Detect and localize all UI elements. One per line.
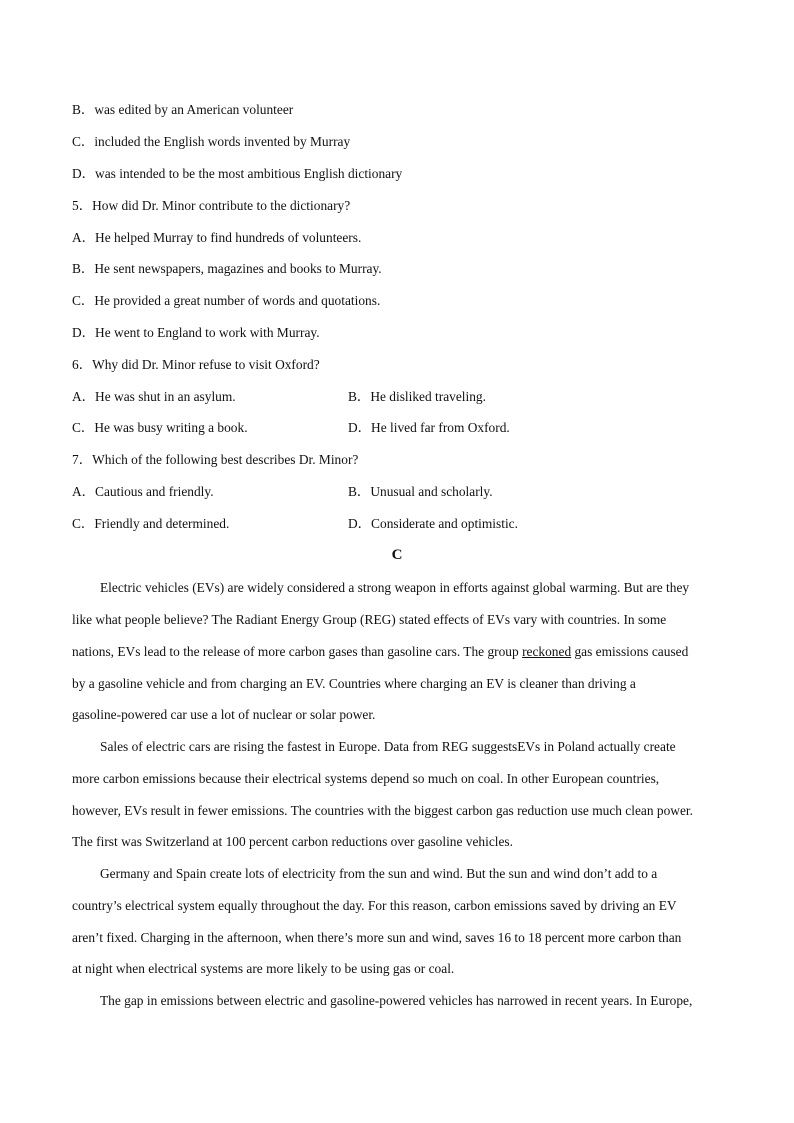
paragraph-1-line-3 (72, 644, 688, 660)
q7-stem: 7．Which of the following best describes Dr. Minor? (72, 452, 359, 467)
paragraph-3-line-2: country’s electrical system equally throughout the day. For this reason, carbon emissions saved by driving an EV (72, 898, 677, 913)
q5-option-b: B．He sent newspapers, magazines and books to Murray. (72, 261, 382, 276)
section-title: C (391, 547, 403, 563)
q4-option-c: C．included the English words invented by Murray (72, 134, 351, 149)
q7-option-c: C．Friendly and determined. (72, 516, 230, 531)
paragraph-2-line-2: more carbon emissions because their electrical systems depend so much on coal. In other European countries, (72, 771, 660, 786)
q5-option-c: C．He provided a great number of words and quotations. (72, 293, 381, 308)
paragraph-2-line-4: The first was Switzerland at 100 percent carbon reductions over gasoline vehicles. (72, 834, 513, 849)
paragraph-4-line-1: The gap in emissions between electric and gasoline-powered vehicles has narrowed in recent years. In Europe, (100, 993, 693, 1008)
q6-option-a: A．He was shut in an asylum. (72, 389, 236, 404)
paragraph-1-line-2: like what people believe? The Radiant Energy Group (REG) stated effects of EVs vary with countries. In some (72, 612, 667, 627)
paragraph-2-line-1: Sales of electric cars are rising the fastest in Europe. Data from REG suggestsEVs in Poland actually create (100, 739, 676, 754)
q7-option-b: B．Unusual and scholarly. (348, 484, 493, 499)
underlined-word: reckoned (522, 644, 572, 659)
q4-option-d: D．was intended to be the most ambitious English dictionary (72, 166, 403, 181)
q4-option-b: B．was edited by an American volunteer (72, 102, 294, 117)
paragraph-3-line-3: aren’t fixed. Charging in the afternoon, when there’s more sun and wind, saves 16 to 18 percent more carbon than (72, 930, 682, 945)
q7-option-d: D．Considerate and optimistic. (348, 516, 518, 531)
paragraph-1-line-5: gasoline-powered car use a lot of nuclear or solar power. (72, 707, 376, 722)
paragraph-1-line-1: Electric vehicles (EVs) are widely considered a strong weapon in efforts against global warming. But are they (100, 580, 690, 595)
q5-option-d: D．He went to England to work with Murray. (72, 325, 320, 340)
paragraph-3-line-4: at night when electrical systems are more likely to be using gas or coal. (72, 961, 455, 976)
q6-stem: 6．Why did Dr. Minor refuse to visit Oxford? (72, 357, 320, 372)
text-segment: gas emissions caused (571, 644, 689, 659)
text-segment: nations, EVs lead to the release of more carbon gases than gasoline cars. The group (72, 644, 523, 659)
q7-option-a: A．Cautious and friendly. (72, 484, 214, 499)
q6-option-b: B．He disliked traveling. (348, 389, 486, 404)
paragraph-3-line-1: Germany and Spain create lots of electricity from the sun and wind. But the sun and wind don’t add to a (100, 866, 658, 881)
q6-option-c: C．He was busy writing a book. (72, 420, 248, 435)
q5-option-a: A．He helped Murray to find hundreds of volunteers. (72, 230, 362, 245)
q6-option-d: D．He lived far from Oxford. (348, 420, 510, 435)
paragraph-2-line-3: however, EVs result in fewer emissions. The countries with the biggest carbon gas reduction use much clean power. (72, 803, 693, 818)
paragraph-1-line-4: by a gasoline vehicle and from charging an EV. Countries where charging an EV is cleaner than driving a (72, 676, 636, 691)
q5-stem: 5．How did Dr. Minor contribute to the dictionary? (72, 198, 351, 213)
